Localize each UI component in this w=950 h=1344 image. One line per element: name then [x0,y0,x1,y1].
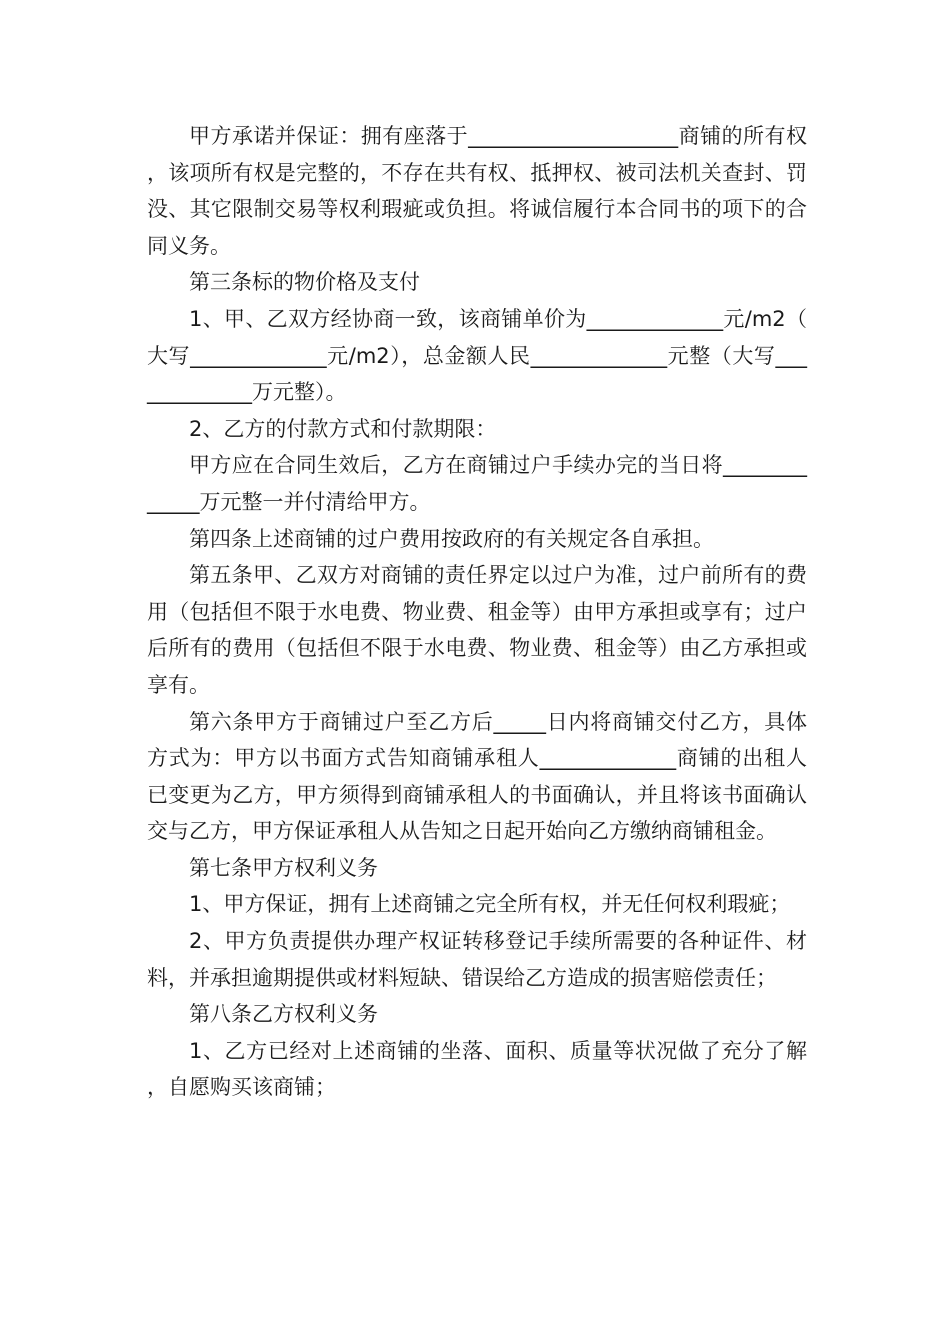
contract-body [147,118,807,1106]
paragraph-unit-price: 1、甲、乙双方经协商一致，该商铺单价为_____________元/m2（大写_____________元/m2），总金额人民_____________元整（大写_____________万元整）。 [147,306,807,405]
heading-article-3: 第三条标的物价格及支付 [189,270,420,295]
paragraph-article-5: 第五条甲、乙双方对商铺的责任界定以过户为准，过户前所有的费用（包括但不限于水电费、物业费、租金等）由甲方承担或享有；过户后所有的费用（包括但不限于水电费、物业费、租金等）由乙方承担或享有。 [147,563,807,697]
paragraph-article-4: 第四条上述商铺的过户费用按政府的有关规定各自承担。 [189,526,714,551]
paragraph-article-6: 第六条甲方于商铺过户至乙方后_____日内将商铺交付乙方，具体方式为：甲方以书面方式告知商铺承租人_____________商铺的出租人已变更为乙方，甲方须得到商铺承租人的书面确认，并且将该书面确认交与乙方，甲方保证承租人从告知之日起开始向乙方缴纳商铺租金。 [147,709,807,844]
heading-article-8: 第八条乙方权利义务 [189,1002,378,1027]
paragraph-buyer-item-1: 1、乙方已经对上述商铺的坐落、面积、质量等状况做了充分了解，自愿购买该商铺； [147,1038,807,1100]
paragraph-payment-method: 2、乙方的付款方式和付款期限： [189,416,497,441]
heading-article-7: 第七条甲方权利义务 [189,855,378,880]
paragraph-payment-terms: 甲方应在合同生效后，乙方在商铺过户手续办完的当日将_____________万元整一并付清给甲方。 [147,453,807,514]
paragraph-seller-item-1: 1、甲方保证，拥有上述商铺之完全所有权，并无任何权利瑕疵； [189,892,791,917]
paragraph-seller-guarantee: 甲方承诺并保证：拥有座落于____________________商铺的所有权，该项所有权是完整的，不存在共有权、抵押权、被司法机关查封、罚没、其它限制交易等权利瑕疵或负担。将诚信履行本合同书的项下的合同义务。 [147,124,807,258]
paragraph-seller-item-2: 2、甲方负责提供办理产权证转移登记手续所需要的各种证件、材料，并承担逾期提供或材料短缺、错误给乙方造成的损害赔偿责任； [147,929,807,990]
